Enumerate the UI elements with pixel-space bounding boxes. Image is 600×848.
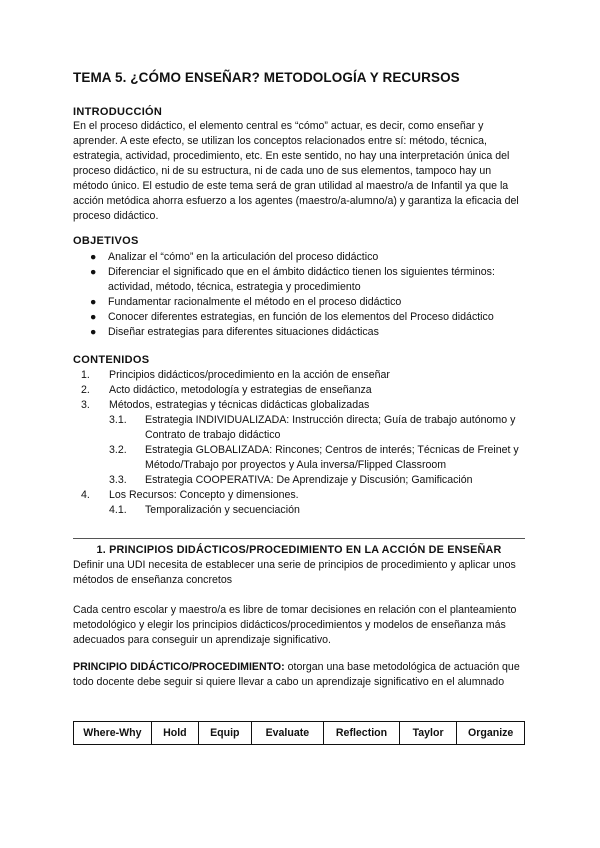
- principle-label: PRINCIPIO DIDÁCTICO/PROCEDIMIENTO:: [73, 661, 285, 673]
- table-cell: Reflection: [324, 722, 400, 745]
- section-1-paragraph-1: Definir una UDI necesita de establecer una serie de principios de procedimiento y aplicar unos métodos de enseñanza concretos: [73, 559, 516, 586]
- section-1-paragraph-2: Cada centro escolar y maestro/a es libre de tomar decisiones en relación con el planteamiento metodológico y elegir los principios didácticos/procedimientos y modelos de enseñanza más adecuados para conseguir un aprendizaje significativo.: [73, 604, 517, 646]
- list-item: ● Conocer diferentes estrategias, en función de los elementos del Proceso didáctico: [90, 311, 494, 323]
- list-item: ● Fundamentar racionalmente el método en el proceso didáctico: [90, 296, 402, 308]
- contents-heading: CONTENIDOS: [73, 354, 150, 366]
- list-item: ● Diseñar estrategias para diferentes situaciones didácticas: [90, 326, 379, 338]
- list-item: 3. Métodos, estrategias y técnicas didácticas globalizadas: [81, 399, 370, 411]
- bullet-icon: ●: [90, 266, 97, 278]
- bullet-icon: ●: [90, 326, 97, 338]
- table-row: [74, 722, 525, 745]
- section-divider: [73, 538, 525, 539]
- bullet-icon: ●: [90, 296, 97, 308]
- table-cell: Organize: [457, 722, 525, 745]
- page-title: TEMA 5. ¿CÓMO ENSEÑAR? METODOLOGÍA Y RECURSOS: [73, 70, 460, 85]
- list-item: 1. Principios didácticos/procedimiento en la acción de enseñar: [81, 369, 390, 381]
- list-item: 3.3. Estrategia COOPERATIVA: De Aprendizaje y Discusión; Gamificación: [109, 474, 473, 486]
- section-1-heading: 1. PRINCIPIOS DIDÁCTICOS/PROCEDIMIENTO EN LA ACCIÓN DE ENSEÑAR: [96, 544, 502, 556]
- list-item: 4. Los Recursos: Concepto y dimensiones.: [81, 489, 299, 501]
- objectives-heading: OBJETIVOS: [73, 235, 139, 247]
- bullet-icon: ●: [90, 251, 97, 263]
- contents-list: [73, 368, 523, 518]
- list-item: 4.1. Temporalización y secuenciación: [109, 504, 300, 516]
- intro-paragraph: En el proceso didáctico, el elemento central es “cómo” actuar, es decir, como enseñar y aprender. A este efecto, se utilizan los conceptos relacionados entre sí: método, técnica, estrategia, actividad, procedimiento, etc. En este sentido, no hay una interpretación única del proceso didáctico, ni de su estructura, ni de cada uno de sus elementos, tampoco hay un método único. El estudio de este tema será de gran utilidad al maestro/a de Infantil ya que la acción metódica ahorra esfuerzo a los agentes (maestro/a-alumno/a) y garantiza la eficacia del proceso didáctico.: [73, 120, 519, 222]
- list-item: 3.2. Estrategia GLOBALIZADA: Rincones; Centros de interés; Técnicas de Freinet y Método/Trabajo por proyectos y Aula inversa/Flipped Classroom: [109, 444, 519, 471]
- principles-table: [73, 721, 525, 745]
- section-1-paragraph-3: [73, 660, 523, 690]
- table-cell: Where-Why: [74, 722, 152, 745]
- table-cell: Taylor: [399, 722, 457, 745]
- bullet-icon: ●: [90, 311, 97, 323]
- list-item: ● Diferenciar el significado que en el ámbito didáctico tienen los siguientes términos: actividad, método, técnica, estrategia y procedimiento: [90, 266, 495, 293]
- objectives-list: [73, 250, 523, 340]
- table-cell: Evaluate: [251, 722, 324, 745]
- list-item: ● Analizar el “cómo” en la articulación del proceso didáctico: [90, 251, 379, 263]
- intro-heading: INTRODUCCIÓN: [73, 106, 163, 118]
- table-cell: Hold: [151, 722, 198, 745]
- principle-text: otorgan una base metodológica de actuación que todo docente debe seguir si quiere llevar a cabo un aprendizaje significativo en el alumnado: [73, 661, 520, 688]
- list-item: 2. Acto didáctico, metodología y estrategias de enseñanza: [81, 384, 372, 396]
- list-item: 3.1. Estrategia INDIVIDUALIZADA: Instrucción directa; Guía de trabajo autónomo y Contrato de trabajo didáctico: [109, 414, 516, 441]
- table-cell: Equip: [199, 722, 251, 745]
